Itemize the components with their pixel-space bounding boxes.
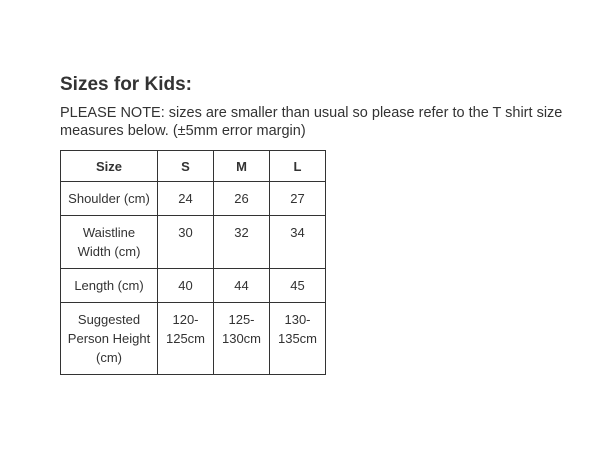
table-row — [61, 269, 326, 303]
cell-l: 130-135cm — [270, 303, 326, 375]
cell-s: 30 — [158, 216, 214, 269]
size-table — [60, 150, 326, 375]
header-m: M — [214, 151, 270, 182]
header-l: L — [270, 151, 326, 182]
cell-s: 40 — [158, 269, 214, 303]
cell-s: 120-125cm — [158, 303, 214, 375]
cell-m: 125-130cm — [214, 303, 270, 375]
row-label: Length (cm) — [61, 269, 158, 303]
cell-l: 34 — [270, 216, 326, 269]
row-label: Waistline Width (cm) — [61, 216, 158, 269]
table-row — [61, 303, 326, 375]
cell-l: 27 — [270, 182, 326, 216]
cell-s: 24 — [158, 182, 214, 216]
header-s: S — [158, 151, 214, 182]
row-label: Suggested Person Height (cm) — [61, 303, 158, 375]
table-row — [61, 216, 326, 269]
cell-l: 45 — [270, 269, 326, 303]
header-size: Size — [61, 151, 158, 182]
page-heading: Sizes for Kids: — [60, 74, 192, 95]
cell-m: 32 — [214, 216, 270, 269]
table-row — [61, 182, 326, 216]
row-label: Shoulder (cm) — [61, 182, 158, 216]
cell-m: 26 — [214, 182, 270, 216]
size-note: PLEASE NOTE: sizes are smaller than usual so please refer to the T shirt size measures below. (±5mm error margin) — [60, 105, 563, 139]
size-guide — [60, 72, 590, 375]
cell-m: 44 — [214, 269, 270, 303]
table-header-row — [61, 151, 326, 182]
